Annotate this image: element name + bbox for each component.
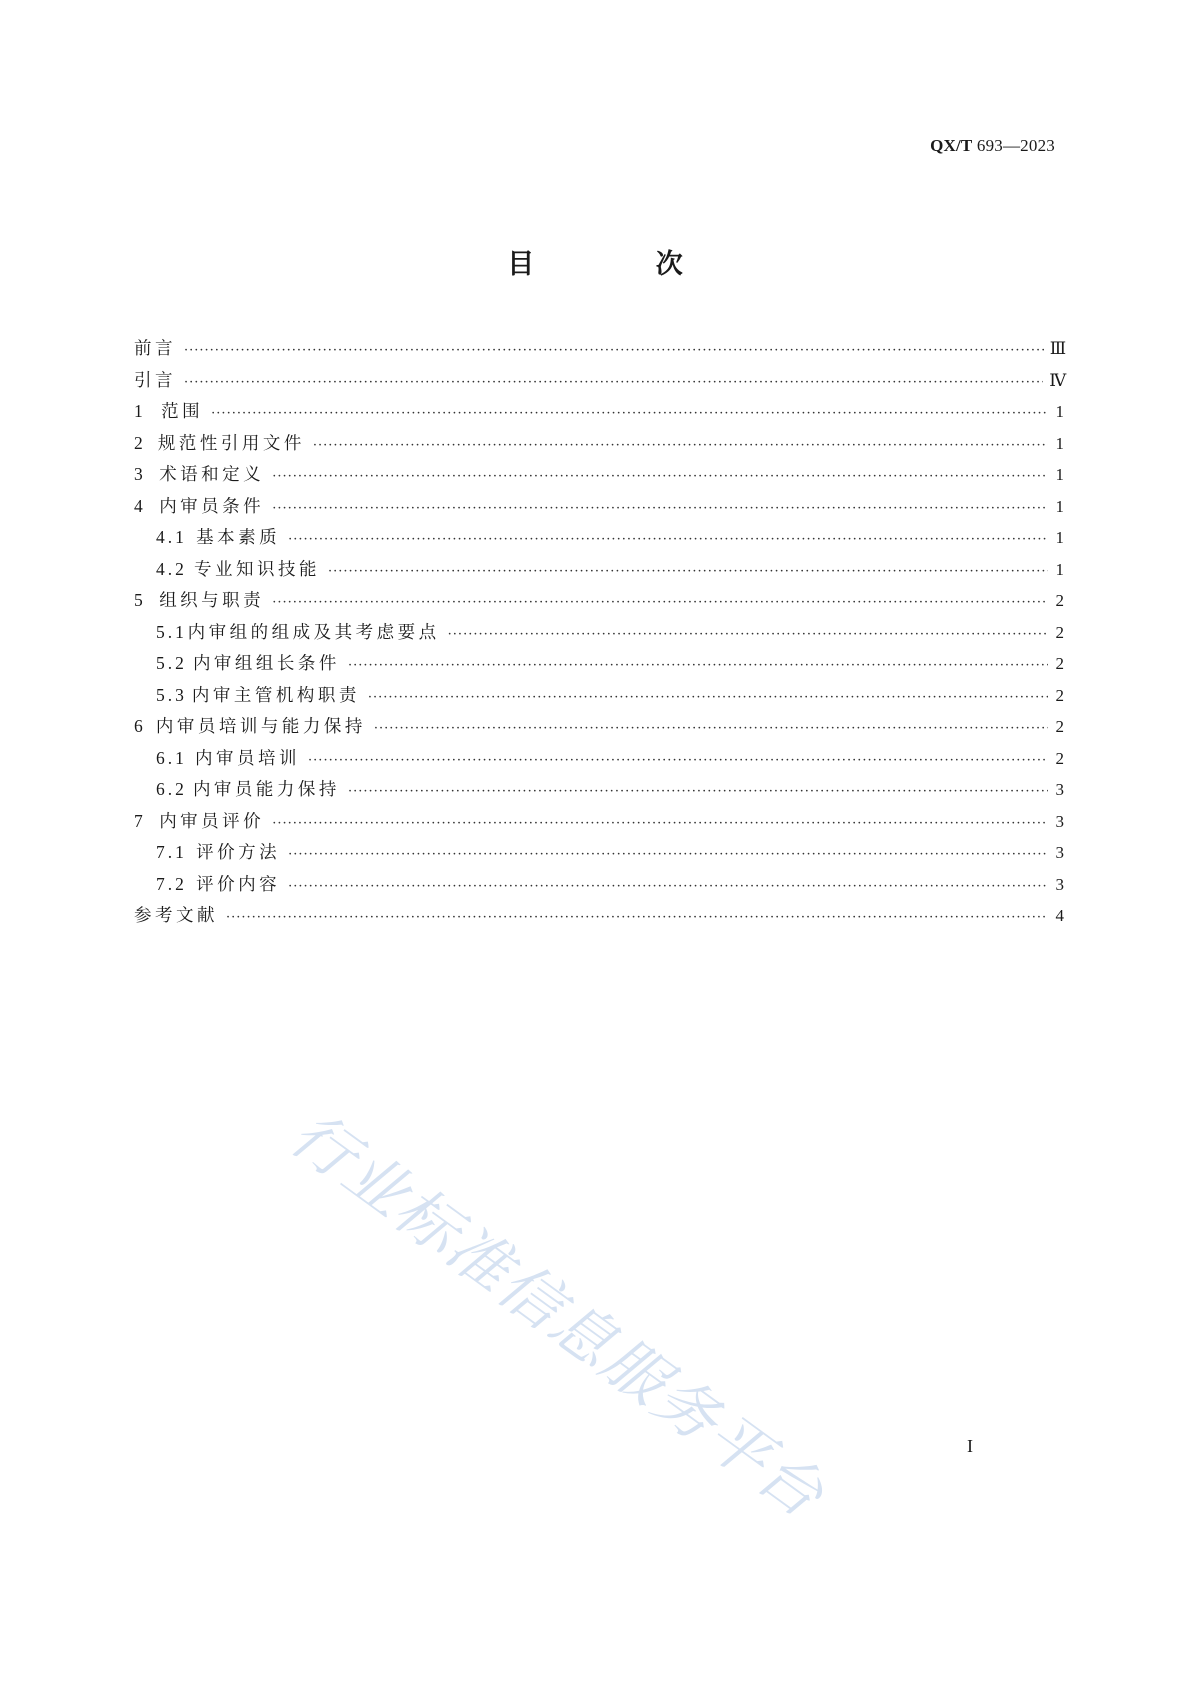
toc-entry-page: 2	[1055, 622, 1064, 642]
toc-entry[interactable]	[134, 333, 1067, 365]
toc-leader-dots	[308, 745, 1048, 777]
toc-entry[interactable]	[134, 711, 1064, 743]
toc-leader-dots	[288, 839, 1048, 871]
toc-entry-title: 内审组组长条件	[192, 654, 340, 674]
document-code-prefix: QX/T	[930, 136, 973, 155]
toc-entry[interactable]	[134, 491, 1064, 523]
toc-entry-page: 1	[1055, 559, 1064, 579]
toc-entry-page: 2	[1055, 748, 1064, 768]
toc-entry-page: Ⅲ	[1049, 339, 1067, 358]
toc-subentry[interactable]	[134, 743, 1064, 775]
toc-entry-page: 3	[1055, 874, 1064, 894]
toc-subentry[interactable]	[134, 774, 1064, 806]
toc-entry-page: 1	[1055, 433, 1064, 453]
toc-leader-dots	[313, 430, 1048, 462]
toc-entry-number: 6	[134, 716, 146, 736]
toc-entry-page: 2	[1055, 685, 1064, 705]
toc-entry[interactable]	[134, 365, 1067, 397]
toc-entry[interactable]	[134, 585, 1064, 617]
table-of-contents	[134, 333, 1067, 932]
toc-leader-dots	[211, 398, 1048, 430]
toc-entry-page: 1	[1055, 528, 1064, 547]
toc-subentry[interactable]	[134, 522, 1064, 554]
page-title: 目 次	[507, 249, 739, 280]
toc-leader-dots	[368, 682, 1048, 714]
toc-leader-dots	[374, 713, 1048, 745]
toc-leader-dots	[348, 776, 1048, 808]
toc-entry[interactable]	[134, 459, 1064, 491]
toc-entry-number: 5	[134, 590, 146, 610]
toc-leader-dots	[272, 493, 1048, 525]
toc-entry-title: 参考文献	[134, 906, 218, 926]
toc-entry-title: 组织与职责	[159, 591, 265, 611]
toc-entry-page: Ⅳ	[1049, 370, 1067, 390]
watermark: 行业标准信息服务平台	[277, 1097, 839, 1533]
toc-subentry[interactable]	[134, 617, 1064, 649]
toc-entry-page: 3	[1055, 811, 1064, 831]
toc-leader-dots	[272, 461, 1048, 493]
toc-entry-number: 5.1	[156, 621, 187, 642]
toc-entry-number: 1	[134, 401, 146, 421]
toc-entry-number: 7.1	[156, 842, 187, 862]
toc-entry-title: 内审员条件	[159, 496, 265, 517]
toc-entry[interactable]	[134, 900, 1064, 932]
toc-entry-number: 2	[134, 432, 146, 453]
toc-entry-title: 内审员培训与能力保持	[155, 717, 366, 737]
toc-leader-dots	[288, 871, 1048, 903]
toc-entry-page: 1	[1055, 465, 1064, 484]
toc-entry-number: 4	[134, 495, 146, 516]
toc-entry-title: 前言	[134, 339, 176, 359]
toc-entry-number: 6.2	[156, 779, 187, 799]
toc-leader-dots	[272, 587, 1048, 619]
toc-entry-title: 专业知识技能	[194, 559, 320, 580]
toc-entry-title: 规范性引用文件	[157, 433, 305, 454]
toc-entry-number: 7.2	[156, 873, 187, 894]
toc-entry[interactable]	[134, 806, 1064, 838]
toc-entry-title: 内审主管机构职责	[191, 685, 360, 706]
toc-leader-dots	[288, 524, 1048, 556]
document-code-number: 693—2023	[972, 136, 1055, 155]
toc-entry-title: 基本素质	[196, 528, 281, 548]
toc-leader-dots	[328, 556, 1048, 588]
toc-entry-title: 内审员能力保持	[192, 780, 340, 800]
toc-subentry[interactable]	[134, 869, 1064, 901]
toc-entry-page: 2	[1055, 717, 1064, 736]
toc-subentry[interactable]	[134, 648, 1064, 680]
toc-entry-title: 引言	[134, 370, 176, 391]
toc-entry-number: 5.3	[156, 684, 187, 705]
toc-entry-number: 7	[134, 810, 146, 831]
toc-leader-dots	[272, 808, 1048, 840]
toc-entry[interactable]	[134, 396, 1064, 428]
page-number: I	[967, 1436, 973, 1456]
toc-entry-title: 术语和定义	[159, 465, 265, 485]
toc-leader-dots	[184, 335, 1044, 367]
toc-entry-title: 范围	[161, 402, 204, 422]
toc-leader-dots	[448, 619, 1048, 651]
toc-entry-number: 4.2	[156, 558, 187, 579]
toc-entry-page: 1	[1055, 496, 1064, 516]
toc-entry-page: 2	[1055, 591, 1064, 610]
toc-leader-dots	[348, 650, 1048, 682]
toc-entry-number: 5.2	[156, 653, 187, 673]
toc-entry-title: 评价方法	[196, 843, 281, 863]
toc-entry-title: 内审员培训	[195, 748, 301, 769]
toc-entry-page: 3	[1055, 843, 1064, 862]
toc-entry-title: 内审组的组成及其考虑要点	[187, 622, 440, 643]
toc-entry-number: 3	[134, 464, 146, 484]
toc-entry[interactable]	[134, 428, 1064, 460]
toc-entry-number: 6.1	[156, 747, 187, 768]
toc-leader-dots	[184, 367, 1043, 399]
toc-entry-page: 2	[1055, 654, 1064, 673]
toc-entry-title: 内审员评价	[159, 811, 265, 832]
toc-entry-page: 1	[1055, 402, 1064, 421]
toc-subentry[interactable]	[134, 837, 1064, 869]
toc-entry-page: 3	[1055, 780, 1064, 799]
toc-entry-title: 评价内容	[196, 874, 281, 895]
toc-entry-number: 4.1	[156, 527, 187, 547]
toc-subentry[interactable]	[134, 554, 1064, 586]
toc-leader-dots	[226, 902, 1048, 934]
toc-entry-page: 4	[1055, 906, 1064, 925]
document-code	[930, 136, 1055, 156]
toc-subentry[interactable]	[134, 680, 1064, 712]
